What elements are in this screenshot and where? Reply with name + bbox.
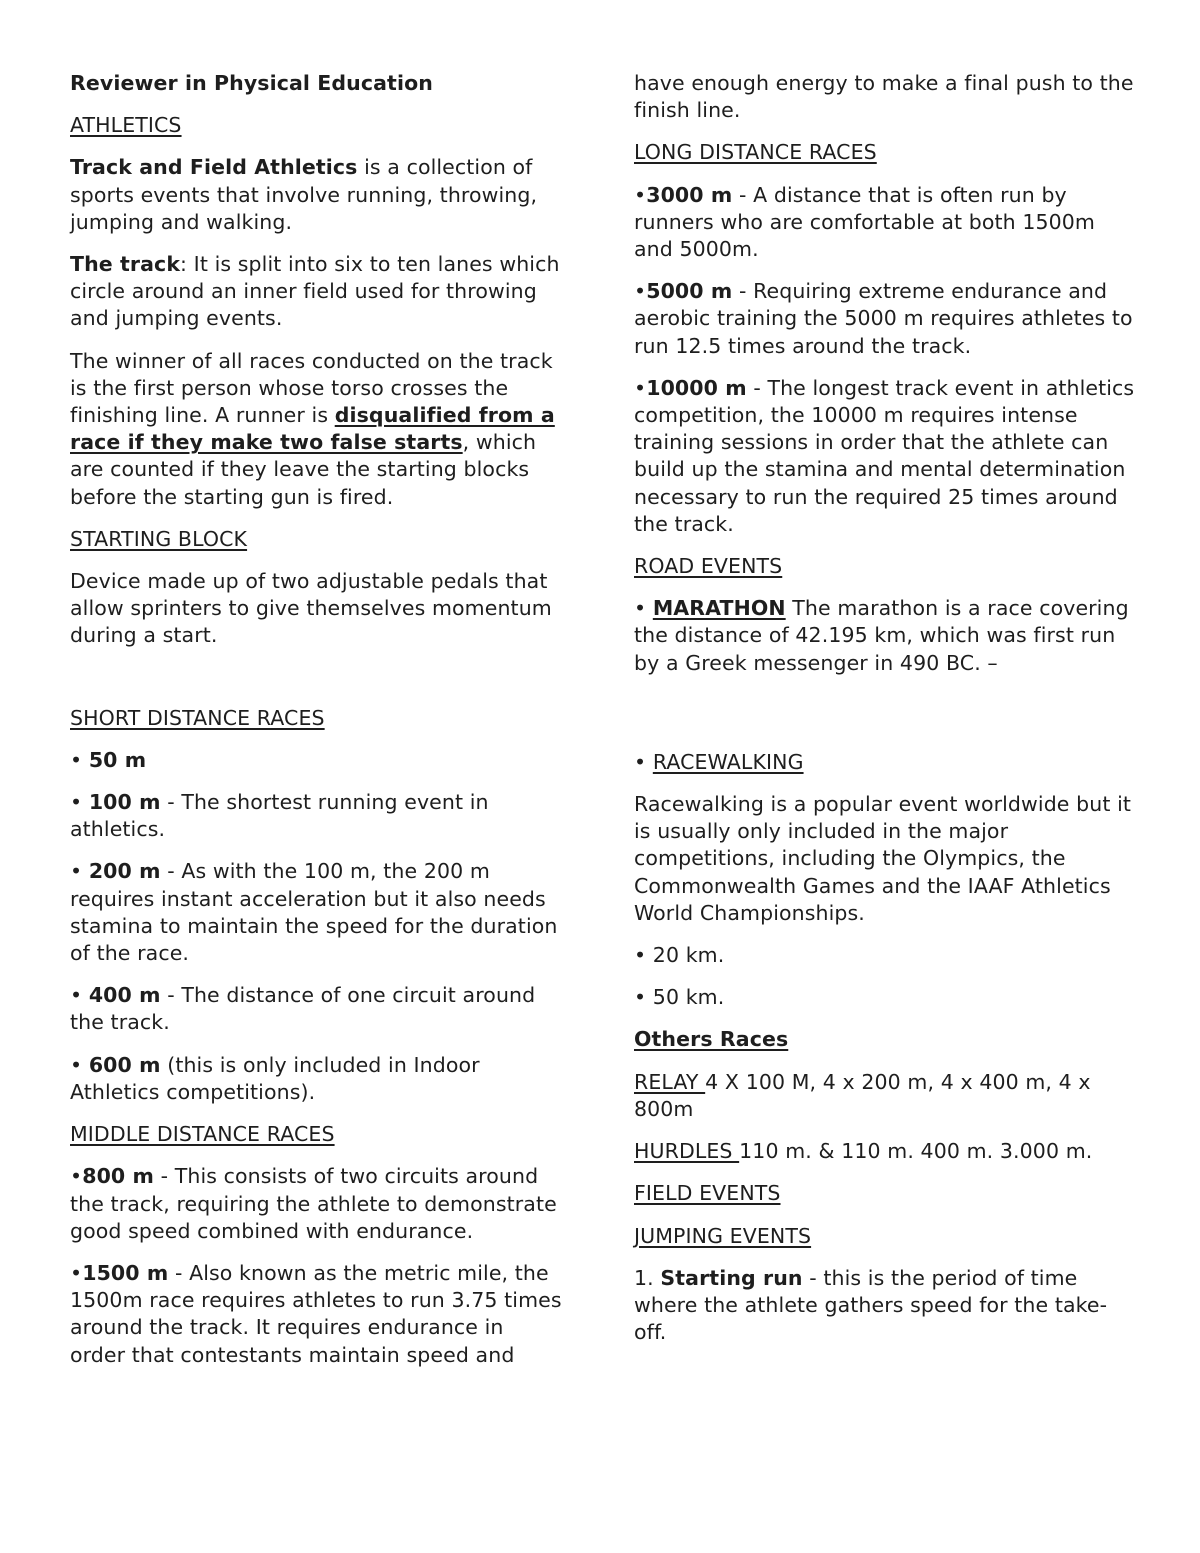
list-item: • 200 m - As with the 100 m, the 200 m requires instant acceleration but it also needs stamina to maintain the speed for the duration of the race. bbox=[70, 859, 558, 966]
list-item: •1500 m - Also known as the metric mile, the 1500m race requires athletes to run 3.75 times around the track. It requires endurance in order that contestants maintain speed and bbox=[70, 1260, 562, 1367]
hurdles-item: HURDLES 110 m. & 110 m. 400 m. 3.000 m. bbox=[634, 1139, 1093, 1164]
athletics-heading: ATHLETICS bbox=[70, 113, 182, 138]
list-item: • 400 m - The distance of one circuit around the track. bbox=[70, 983, 536, 1035]
list-item: •10000 m - The longest track event in athletics competition, the 10000 m requires intense training sessions in order that the athlete can build up the stamina and mental determination necessary to run the required 25 times around the track. bbox=[634, 375, 1135, 536]
racewalking-definition: Racewalking is a popular event worldwide but it is usually only included in the major competitions, including the Olympics, the Commonwealth Games and the IAAF Athletics World Championships. bbox=[634, 792, 1132, 925]
document-title: Reviewer in Physical Education bbox=[70, 71, 433, 95]
track-definition: The track: It is split into six to ten lanes which circle around an inner field used for throwing and jumping events. bbox=[70, 252, 560, 331]
list-item: •3000 m - A distance that is often run by runners who are comfortable at both 1500m and 5000m. bbox=[634, 182, 1095, 262]
track-field-definition: Track and Field Athletics is a collection of sports events that involve running, throwing, jumping and walking. bbox=[70, 155, 538, 234]
relay-item: RELAY 4 X 100 M, 4 x 200 m, 4 x 400 m, 4 x 800m bbox=[634, 1069, 1091, 1121]
list-item: 1. Starting run - this is the period of time where the athlete gathers speed for the take-off. bbox=[634, 1265, 1108, 1345]
winner-paragraph: The winner of all races conducted on the track is the first person whose torso crosses the finishing line. A runner is disqualified from a race if they make two false starts, which are counted if they leave the starting blocks before the starting gun is fired. bbox=[70, 348, 555, 509]
starting-block-heading: STARTING BLOCK bbox=[70, 526, 248, 551]
racewalking-heading: • RACEWALKING bbox=[634, 749, 804, 774]
long-distance-heading: LONG DISTANCE RACES bbox=[634, 140, 877, 165]
marathon-item: • MARATHON The marathon is a race covering the distance of 42.195 km, which was first run by a Greek messenger in 490 BC. – bbox=[634, 596, 1129, 675]
list-item: •5000 m - Requiring extreme endurance and aerobic training the 5000 m requires athletes to run 12.5 times around the track. bbox=[634, 279, 1133, 358]
list-item: •800 m - This consists of two circuits around the track, requiring the athlete to demonstrate good speed combined with endurance. bbox=[70, 1164, 557, 1243]
jumping-events-heading: JUMPING EVENTS bbox=[634, 1223, 812, 1248]
road-events-heading: ROAD EVENTS bbox=[634, 554, 783, 579]
list-item: • 20 km. bbox=[634, 943, 725, 968]
list-item: • 600 m (this is only included in Indoor Athletics competitions). bbox=[70, 1052, 480, 1104]
right-column bbox=[634, 70, 1139, 1361]
others-races-heading: Others Races bbox=[634, 1027, 789, 1052]
middle-distance-heading: MIDDLE DISTANCE RACES bbox=[70, 1122, 335, 1147]
starting-block-definition: Device made up of two adjustable pedals that allow sprinters to give themselves momentum during a start. bbox=[70, 569, 552, 648]
left-column bbox=[70, 70, 565, 1384]
continuation-text: have enough energy to make a final push to the finish line. bbox=[634, 71, 1134, 123]
list-item: • 100 m - The shortest running event in athletics. bbox=[70, 790, 489, 842]
list-item: • 50 m bbox=[70, 747, 147, 772]
list-item: • 50 km. bbox=[634, 985, 725, 1010]
short-distance-heading: SHORT DISTANCE RACES bbox=[70, 705, 325, 730]
field-events-heading: FIELD EVENTS bbox=[634, 1181, 781, 1206]
disqualified-rule: disqualified from a race if they make two false starts bbox=[70, 403, 555, 455]
